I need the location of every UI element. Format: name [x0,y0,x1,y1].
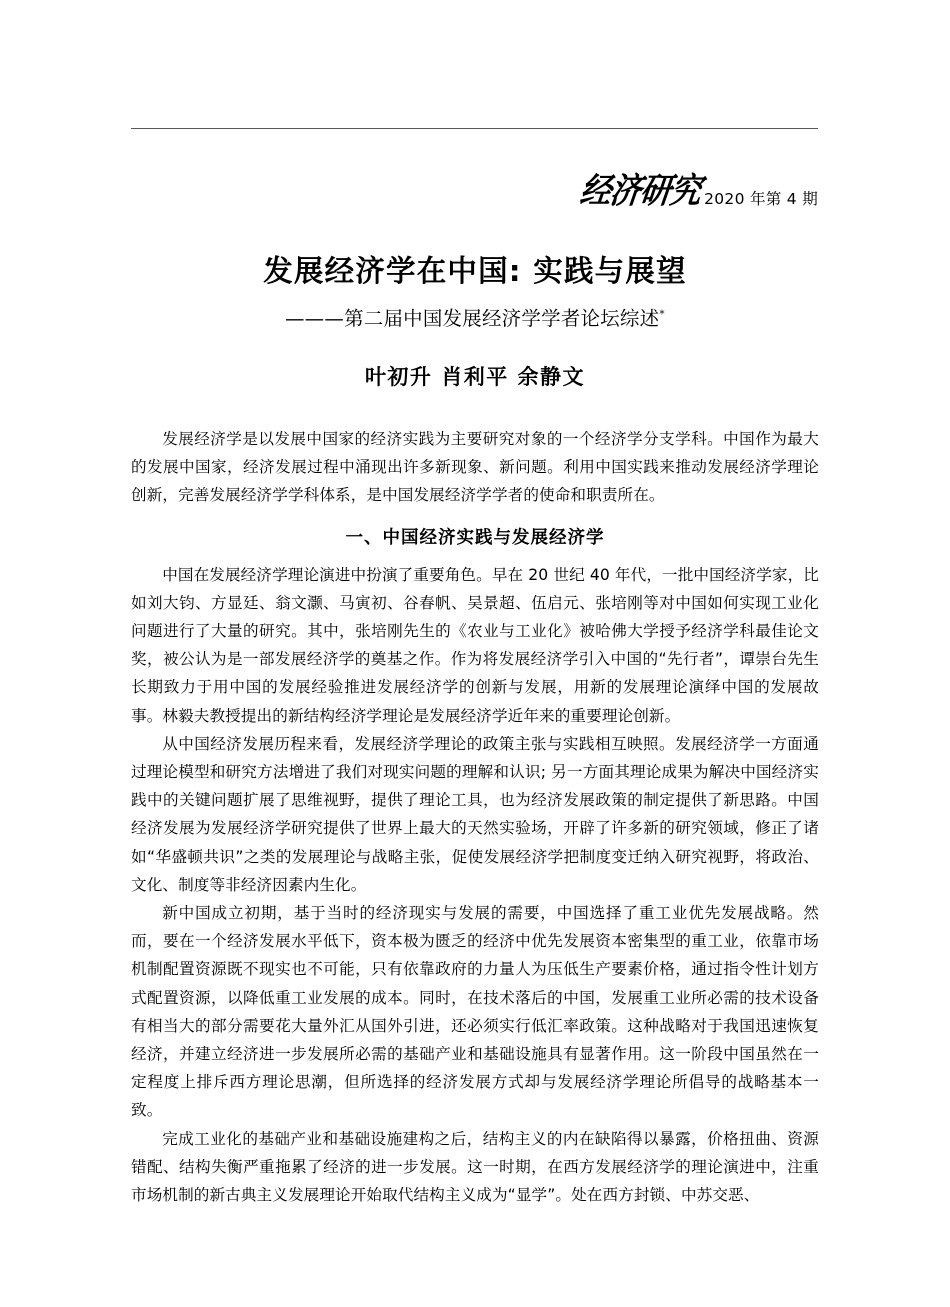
body-paragraph: 完成工业化的基础产业和基础设施建构之后，结构主义的内在缺陷得以暴露，价格扭曲、资源错配、结构失衡严重拖累了经济的进一步发展。这一时期，在西方发展经济学的理论演进中，注重市场机制的新古典主义发展理论开始取代结构主义成为“显学”。处在西方封锁、中苏交恶、 [131,1129,819,1205]
abstract-paragraph: 发展经济学是以发展中国家的经济实践为主要研究对象的一个经济学分支学科。中国作为最大的发展中国家，经济发展过程中涌现出许多新现象、新问题。利用中国实践来推动发展经济学理论创新，完善发展经济学学科体系，是中国发展经济学学者的使命和职责所在。 [131,430,819,505]
section-heading-1: 一、中国经济实践与发展经济学 [345,527,605,548]
journal-masthead [131,129,818,212]
page-title: 发展经济学在中国: 实践与展望 [263,253,687,288]
author-list: 叶初升 肖利平 余静文 [364,365,586,389]
page-header [131,128,818,212]
article-subtitle [0,306,950,331]
journal-issue-label: 2020 年第 4 期 [704,189,818,208]
body-paragraph: 新中国成立初期，基于当时的经济现实与发展的需要，中国选择了重工业优先发展战略。然而，要在一个经济发展水平低下，资本极为匮乏的经济中优先发展资本密集型的重工业，依靠市场机制配置资源既不现实也不可能，只有依靠政府的力量人为压低生产要素价格，通过指令性计划方式配置资源，以降低重工业发展的成本。同时，在技术落后的中国，发展重工业所必需的技术设备有相当大的部分需要花大量外汇从国外引进，还必须实行低汇率政策。这种战略对于我国迅速恢复经济，并建立经济进一步发展所必需的基础产业和基础设施具有显著作用。这一阶段中国虽然在一定程度上排斥西方理论思潮，但所选择的经济发展方式却与发展经济学理论所倡导的战略基本一致。 [131,904,819,1120]
article-subtitle-text: ———第二届中国发展经济学学者论坛综述 [284,307,660,330]
body-paragraph: 从中国经济发展历程来看，发展经济学理论的政策主张与实践相互映照。发展经济学一方面通过理论模型和研究方法增进了我们对现实问题的理解和认识; 另一方面其理论成果为解决中国经济实践中的关键问题扩展了思维视野，提供了理论工具，也为经济发展政策的制定提供了新思路。中国经济发展为发展经济学研究提供了世界上最大的天然实验场，开辟了许多新的研究领域，修正了诸如“华盛顿共识”之类的发展理论与战略主张，促使发展经济学把制度变迁纳入研究视野，将政治、文化、制度等非经济因素内生化。 [131,734,819,894]
body-paragraph: 中国在发展经济学理论演进中扮演了重要角色。早在 20 世纪 40 年代，一批中国经济学家，比如刘大钧、方显廷、翁文灏、马寅初、谷春帆、吴景超、伍启元、张培刚等对中国如何实现工业化问题进行了大量的研究。其中，张培刚先生的《农业与工业化》被哈佛大学授予经济学科最佳论文奖，被公认为是一部发展经济学的奠基之作。作为将发展经济学引入中国的“先行者”，谭崇台先生长期致力于用中国的发展经验推进发展经济学的创新与发展，用新的发展理论演绎中国的发展故事。林毅夫教授提出的新结构经济学理论是发展经济学近年来的重要理论创新。 [131,565,819,725]
journal-logo: 经济研究 [577,170,703,212]
footnote-marker: * [659,307,665,321]
article-body [131,425,819,1209]
